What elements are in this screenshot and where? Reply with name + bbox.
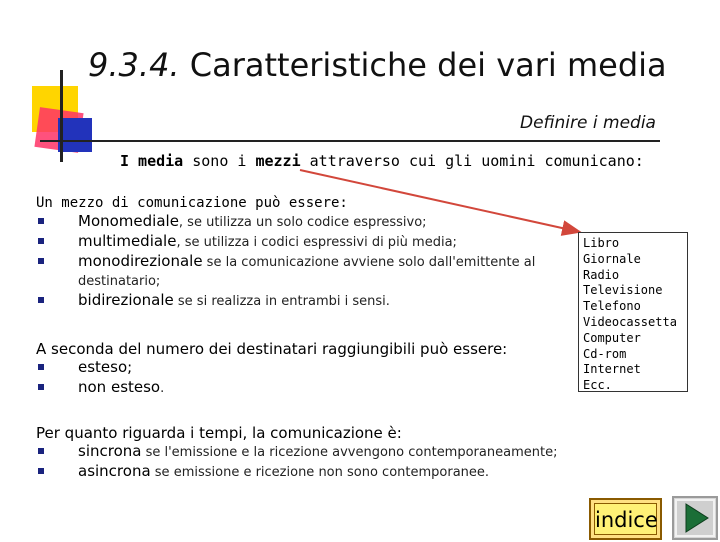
list-term: monodirezionale xyxy=(78,252,203,270)
indice-button[interactable] xyxy=(589,498,662,540)
indice-label: indice xyxy=(594,503,657,535)
list-term: multimediale xyxy=(78,232,177,250)
list-desc: se la comunicazione avviene solo dall'emittente al destinatario; xyxy=(78,255,536,289)
section-heading: Un mezzo di comunicazione può essere: xyxy=(36,195,348,211)
list-desc: . xyxy=(160,381,165,396)
list-term: sincrona xyxy=(78,442,142,460)
list-term: non esteso xyxy=(78,378,161,396)
section-heading: A seconda del numero dei destinatari raggiungibili può essere: xyxy=(36,340,508,358)
title-text: Caratteristiche dei vari media xyxy=(189,46,667,84)
list-term: asincrona xyxy=(78,462,151,480)
intro-sono-i: sono i xyxy=(183,152,256,170)
list-term: Monomediale xyxy=(78,212,179,230)
media-list-item: Cd-rom xyxy=(583,346,627,361)
media-list-item: Giornale xyxy=(583,251,641,266)
intro-mezzi: mezzi xyxy=(255,152,301,170)
title-number: 9.3.4. xyxy=(88,46,180,84)
list-desc: se emissione e ricezione non sono contemporanee. xyxy=(150,465,490,480)
intro-media: I media xyxy=(120,152,184,170)
list-term: esteso; xyxy=(78,358,133,376)
list-desc: , se utilizza i codici espressivi di più media; xyxy=(176,235,457,250)
media-list-item: Radio xyxy=(583,267,620,282)
triangle-right-icon xyxy=(674,498,716,538)
media-list-item: Libro xyxy=(583,236,620,250)
intro-rest: attraverso cui gli uomini comunicano: xyxy=(300,152,644,170)
section-heading: Per quanto riguarda i tempi, la comunicazione è: xyxy=(36,424,402,442)
media-list-item: Ecc. xyxy=(583,378,612,393)
media-list-item: Computer xyxy=(583,330,641,345)
list-desc: se l'emissione e la ricezione avvengono contemporaneamente; xyxy=(141,445,558,460)
list-desc: , se utilizza un solo codice espressivo; xyxy=(178,215,427,230)
media-list-item: Telefono xyxy=(583,299,641,314)
list-desc: se si realizza in entrambi i sensi. xyxy=(173,294,390,309)
media-list-item: Televisione xyxy=(583,283,663,298)
media-list-item: Internet xyxy=(583,362,641,377)
media-list-box xyxy=(578,232,688,392)
slide-subtitle: Definire i media xyxy=(520,113,656,133)
media-list-item: Videocassetta xyxy=(583,314,677,329)
next-button[interactable] xyxy=(672,496,718,540)
list-term: bidirezionale xyxy=(78,291,174,309)
